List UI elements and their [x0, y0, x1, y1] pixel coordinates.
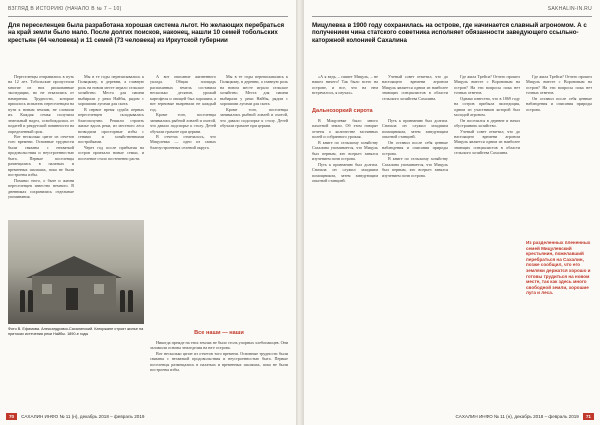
subheading: Все наши — наши [194, 330, 244, 336]
footer-left [6, 411, 144, 421]
archival-photo [8, 220, 144, 324]
paragraph: Никогда прежде на этих землях не было столь упорных хлебопашцев. Они заложили основы земледелия на юге острова. [150, 340, 288, 351]
photo-caption: Фото В. Ефимова. Александровск-Сахалинский. Каторжане строят жилье на притоках истечения реки Найбы. 1890-е годы [8, 327, 144, 336]
paragraph: Ученый совет отметил, что до настоящего времени агроном Мицуль является одним из наиболее знающих специалистов в области сельского хозяйства Сахалина. [382, 74, 448, 101]
article-column-r1-top [312, 74, 378, 106]
footer-text: САХАЛИН ИНФО № 11 (н), декабрь 2018 – февраль 2019 [21, 413, 145, 419]
paragraph: Он поселился в деревне и начал обустраивать хозяйство. [454, 117, 520, 129]
paragraph: Где жила Трейси? Отчего прошел Мицуль вместе с Вороновым на остров? На эти вопросы пока нет точных ответов. [454, 74, 520, 96]
article-column-r2-top [382, 74, 448, 106]
footer-text: САХАЛИН ИНФО № 11 (н), декабрь 2018 – февраль 2019 [455, 413, 579, 419]
article-column-r3 [454, 74, 520, 408]
article-column-r2 [382, 118, 448, 408]
lede-right: Мицулевка в 1900 году сохранилась на острове, где начинается славный агрономом. А с получением чина статского советника исполняет обязанности заведующего ссыльно-каторжной колонией Сахалина [312, 22, 587, 44]
paragraph: Мы в те годы переписывались к Гиляцкому, в деревни, а главную роль на новом месте играло сельское хозяйство. Места для пашни выбирали у реки Найбы, рядом с хорошими лугами для скота. [78, 74, 144, 107]
paragraph: В Мицулевке было много пахотной земли. Об этом говорят отчеты о количестве засеянных полей и собранного урожая. [312, 118, 378, 140]
page-number: 71 [583, 413, 594, 420]
paragraph: Кроме того, поселенцы занимались рыбной ловлей и охотой, что давало подспорье к столу. Детей обучали грамоте при церкви. [150, 112, 216, 134]
article-column-5 [150, 340, 288, 408]
paragraph: В первое время судьба первых переселенцев складывалась благополучно. Решили строить жилье вдоль реки, из местного леса возводили просторные избы с сенями и хозяйственными постройками. [78, 106, 144, 145]
footer-right [456, 411, 594, 421]
running-header-left: ВЗГЛЯД В ИСТОРИЮ (НАЧАЛО В № 7 – 10) [8, 6, 122, 12]
paragraph: Кроме того, поселенцы занимались рыбной ловлей и охотой, что давало подспорье к столу. Детей обучали грамоте при церкви. [220, 106, 288, 129]
paragraph: В книге по сельскому хозяйству Сахалина упоминается, что Мицуль был первым, кто всерьез занялся изучением почв острова. [382, 156, 448, 178]
pull-quote: Из разделенных плененных семей Мицулевский крестьянин, пожелавший перебраться на Сахалин, позже сообщил, что его земляки держатся хорошо и готовы трудиться на новом месте, так как здесь много свободной земли, хорошие луга и леса. [526, 240, 591, 296]
page-number: 70 [6, 413, 17, 420]
article-column-3 [150, 74, 216, 324]
paragraph: Переселенцы отправились в путь на 12 лет. Тобольские пропустили многие из них рискованные экспедиции, но не отказались от намерения. Трудности, которые пришлось испытать переселенцам на пути к новым землям, не сломили их. Каждая семья получила земельный надел, освобождалась от податей и рекрутской повинности на определенный срок. [8, 74, 74, 134]
header-rule [312, 16, 592, 17]
paragraph: Он оставил после себя ценные наблюдения и описания природы острова. [526, 95, 592, 112]
article-column-r1 [312, 118, 378, 408]
paragraph: А вот описание жизненного уклада. Общая площадь распаханных земель составила несколько десятин, урожай картофеля и овощей был хорошим, а вот зерновые вызревали не каждый год. [150, 74, 216, 112]
paragraph: Он оставил после себя ценные наблюдения и описания природы острова. [382, 139, 448, 156]
right-page [304, 0, 600, 425]
paragraph: Через год после прибытия на остров приехали новые семьи, и поселение стало постепенно расти. [78, 144, 144, 161]
article-column-2 [78, 74, 144, 214]
paragraph: Однако известно, что в 1869 году на остров прибыла экспедиция, одним из участников которой был молодой агроном. [454, 95, 520, 118]
paragraph: Вот несколько цитат из отчетов того времени. Основные трудности были связаны с нехваткой продовольствия и неустроенностью быта. Первые поселенцы размещались в палатках и временных шалашах, пока не были построены избы. [8, 133, 74, 178]
running-header-right: SAKHALIN-IN.RU [547, 6, 592, 12]
article-column-4 [220, 74, 288, 324]
header-rule [8, 16, 288, 17]
paragraph: «А я ведь, – пишет Мицуль, – не нашел ничего! Так было всего на острове, и все, что на нем встречалось, я изучал». [312, 74, 378, 96]
paragraph: В книге по сельскому хозяйству Сахалина упоминается, что Мицуль был первым, кто всерьез занялся изучением почв острова. [312, 139, 378, 162]
paragraph: Где жила Трейси? Отчего прошел Мицуль вместе с Вороновым на остров? На эти вопросы пока нет точных ответов. [526, 74, 592, 96]
paragraph: Вот несколько цитат из отчетов того времени. Основные трудности были связаны с нехваткой продовольствия и неустроенностью быта. Первые поселенцы размещались в палатках и временных шалашах, пока не были построены избы. [150, 350, 288, 373]
paragraph: Путь к признанию был долгим. Сначала он служил младшим помощником, затем заведующим опытной станцией. [382, 118, 448, 140]
spine-gutter [296, 0, 304, 425]
paragraph: Путь к признанию был долгим. Сначала он служил младшим помощником, затем заведующим опытной станцией. [312, 161, 378, 183]
paragraph: Помимо этого, о быте и жизни переселенцев известно немного. В дневниках сохранились отдельные упоминания. [8, 177, 74, 199]
paragraph: В отчетах отмечалось, что Мицулевка — одно из самых благоустроенных селений округа. [150, 133, 216, 150]
article-column-1 [8, 74, 74, 214]
paragraph: Мы в те годы переписывались к Гиляцкому, в деревни, а главную роль на новом месте играло сельское хозяйство. Места для пашни выбирали у реки Найбы, рядом с хорошими лугами для скота. [220, 74, 288, 107]
article-column-r4 [526, 74, 592, 234]
left-page [0, 0, 296, 425]
paragraph: Ученый совет отметил, что до настоящего времени агроном Мицуль является одним из наиболее знающих специалистов в области сельского хозяйства Сахалина. [454, 128, 520, 156]
lede-left: Для переселенцев была разработана хорошая система льгот. Но желающих перебраться на край земли было мало. После долгих поисков, наконец, нашли 10 семей тобольских крестьян (44 человека) и 11 семей (73 человека) из Иркутской губернии [8, 22, 285, 44]
side-heading: Дальнозоркий сирота [312, 108, 373, 114]
